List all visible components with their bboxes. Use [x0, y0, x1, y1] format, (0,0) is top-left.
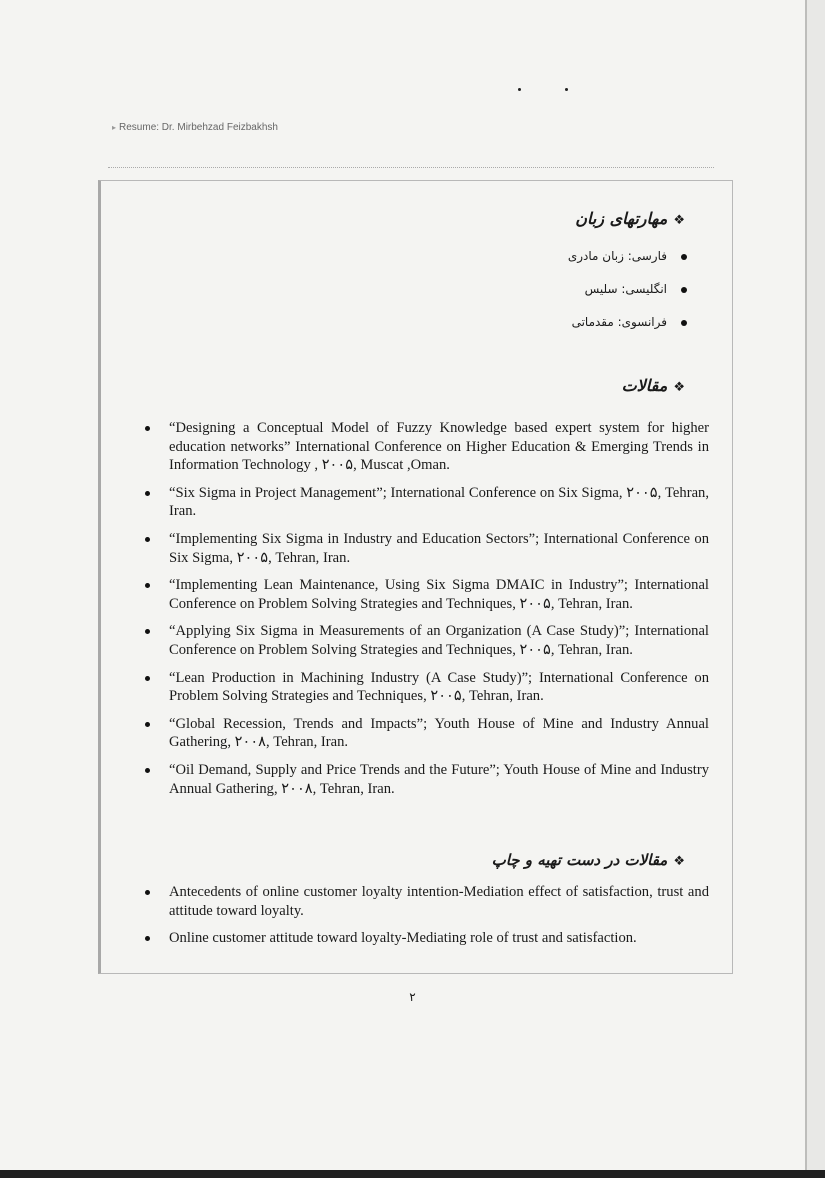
in-progress-heading: [492, 851, 685, 869]
bullet-icon: [145, 890, 150, 895]
languages-heading: [575, 209, 685, 228]
bullet-icon: [681, 254, 687, 260]
bullet-icon: [145, 491, 150, 496]
bullet-icon: [145, 629, 150, 634]
list-item: “Applying Six Sigma in Measurements of an Organization (A Case Study)”; International Conference on Problem Solving Strategies and Techniques, ۲۰۰۵, Tehran, Iran.: [143, 622, 709, 659]
scan-bottom-edge: [0, 1170, 825, 1178]
diamond-bullet-icon: ❖: [673, 213, 685, 228]
list-item: “Global Recession, Trends and Impacts”; Youth House of Mine and Industry Annual Gathering, ۲۰۰۸, Tehran, Iran.: [143, 715, 709, 752]
list-item: “Oil Demand, Supply and Price Trends and the Future”; Youth House of Mine and Industry Annual Gathering, ۲۰۰۸, Tehran, Iran.: [143, 761, 709, 798]
bullet-icon: [145, 537, 150, 542]
bullet-icon: [681, 320, 687, 326]
list-item: “Designing a Conceptual Model of Fuzzy Knowledge based expert system for higher education networks” International Conference on Higher Education & Emerging Trends in Information Technology , ۲۰۰۵, Muscat ,Oman.: [143, 419, 709, 475]
bullet-icon: [145, 768, 150, 773]
list-item: Antecedents of online customer loyalty intention-Mediation effect of satisfaction, trust and attitude toward loyalty.: [143, 883, 709, 920]
bullet-icon: [145, 583, 150, 588]
scan-speck: [518, 88, 521, 91]
languages-list: [568, 246, 687, 345]
list-item: Online customer attitude toward loyalty-Mediating role of trust and satisfaction.: [143, 929, 709, 948]
list-item: “Lean Production in Machining Industry (A Case Study)”; International Conference on Problem Solving Strategies and Techniques, ۲۰۰۵, Tehran, Iran.: [143, 669, 709, 706]
in-progress-title: مقالات در دست تهیه و چاپ: [491, 851, 668, 869]
diamond-bullet-icon: ❖: [673, 380, 685, 395]
bullet-icon: [145, 426, 150, 431]
scan-speck: [565, 88, 568, 91]
bullet-icon: [145, 722, 150, 727]
list-item: فارسی: زبان مادری: [568, 246, 687, 279]
header-marker-icon: ▸: [112, 123, 117, 132]
in-progress-list: [143, 883, 709, 948]
languages-title: مهارتهای زبان: [575, 209, 668, 228]
page-number: ۲: [409, 990, 416, 1004]
header-divider: [108, 167, 714, 168]
articles-list: [143, 419, 709, 798]
diamond-bullet-icon: ❖: [673, 854, 685, 869]
list-item: انگلیسی: سلیس: [568, 279, 687, 312]
bullet-icon: [681, 287, 687, 293]
header-title: Resume: Dr. Mirbehzad Feizbakhsh: [119, 122, 278, 133]
list-item: “Six Sigma in Project Management”; International Conference on Six Sigma, ۲۰۰۵, Tehran, Iran.: [143, 484, 709, 521]
articles-heading: [622, 376, 685, 395]
list-item: “Implementing Six Sigma in Industry and Education Sectors”; International Conference on Six Sigma, ۲۰۰۵, Tehran, Iran.: [143, 530, 709, 567]
bullet-icon: [145, 676, 150, 681]
articles-title: مقالات: [621, 376, 668, 395]
running-header: [112, 122, 278, 133]
bullet-icon: [145, 936, 150, 941]
list-item: فرانسوی: مقدماتی: [568, 312, 687, 345]
list-item: “Implementing Lean Maintenance, Using Six Sigma DMAIC in Industry”; International Conference on Problem Solving Strategies and Techniques, ۲۰۰۵, Tehran, Iran.: [143, 576, 709, 613]
